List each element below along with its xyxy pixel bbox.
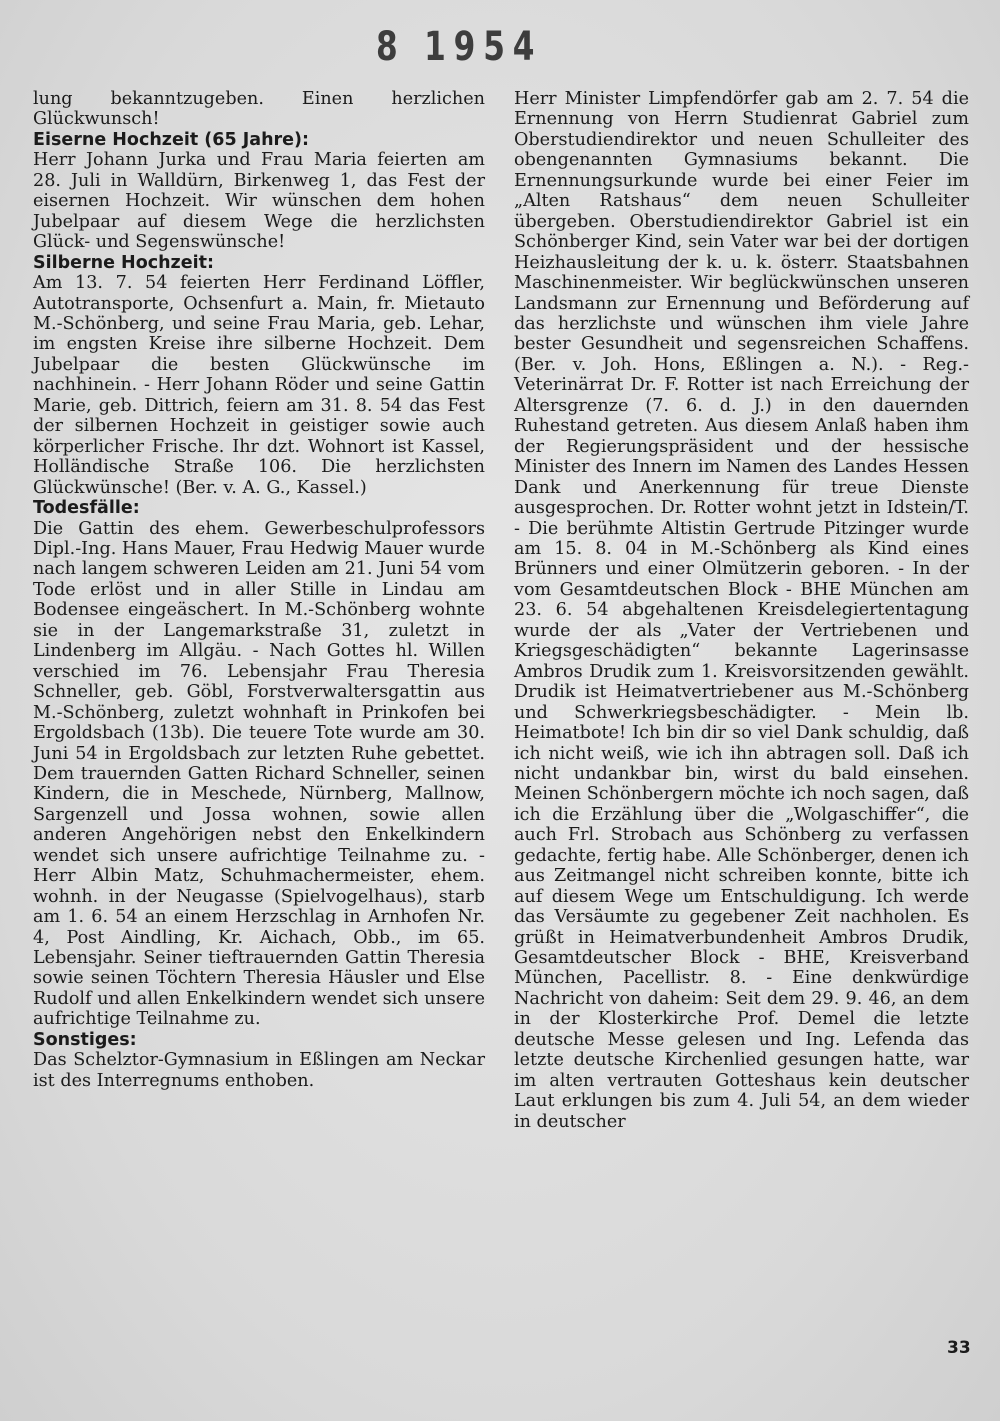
section-heading-eiserne-hochzeit: Eiserne Hochzeit (65 Jahre): (33, 129, 310, 150)
left-column (33, 89, 485, 1091)
section-paragraph: Am 13. 7. 54 feierten Herr Ferdinand Löffler, Autotransporte, Ochsenfurt a. Main, fr. Mietauto M.-Schönberg, und seine Frau Maria, geb. Lehar, im engsten Kreise ihre silberne Hochzeit. Dem Jubelpaar die besten Glückwünsche im nachhinein. - Herr Johann Röder und seine Gattin Marie, geb. Dittrich, feiern am 31. 8. 54 das Fest der silbernen Hochzeit in geistiger sowie auch körperlicher Frische. Ihr dzt. Wohnort ist Kassel, Holländische Straße 106. Die herzlichsten Glückwünsche! (Ber. v. A. G., Kassel.) (33, 273, 485, 498)
page-number: 33 (947, 1338, 971, 1358)
section-paragraph: Herr Johann Jurka und Frau Maria feierten am 28. Juli in Walldürn, Birkenweg 1, das Fest der eisernen Hochzeit. Wir wünschen dem hohen Jubelpaar auf diesem Wege die herzlichsten Glück- und Segenswünsche! (33, 150, 485, 253)
issue-stamp: 8 1954 (376, 24, 543, 70)
section-paragraph: Das Schelztor-Gymnasium in Eßlingen am Neckar ist des Interregnums enthoben. (33, 1050, 485, 1091)
section-paragraph: Die Gattin des ehem. Gewerbeschulprofessors Dipl.-Ing. Hans Mauer, Frau Hedwig Mauer wurde nach langem schweren Leiden am 21. Juni 54 vom Tode erlöst und in aller Stille in Lindau am Bodensee eingeäschert. In M.-Schönberg wohnte sie in der Langemarkstraße 31, zuletzt in Lindenberg im Allgäu. - Nach Gottes hl. Willen verschied im 76. Lebensjahr Frau Theresia Schneller, geb. Göbl, Forstverwaltersgattin aus M.-Schönberg, zuletzt wohnhaft in Prinkofen bei Ergoldsbach (13b). Die teuere Tote wurde am 30. Juni 54 in Ergoldsbach zur letzten Ruhe gebettet. Dem trauernden Gatten Richard Schneller, seinen Kindern, die in Meschede, Nürnberg, Mallnow, Sargenzell und Jossa wohnen, sowie allen anderen Angehörigen nebst den Enkelkindern wendet sich unsere aufrichtige Teilnahme zu. - Herr Albin Matz, Schuhmachermeister, ehem. wohnh. in der Neugasse (Spielvogelhaus), starb am 1. 6. 54 an einem Herzschlag in Arnhofen Nr. 4, Post Aindling, Kr. Aichach, Obb., im 65. Lebensjahr. Seiner tieftrauernden Gattin Theresia sowie seinen Töchtern Theresia Häusler und Else Rudolf und allen Enkelkindern wendet sich unsere aufrichtige Teilnahme zu. (33, 518, 485, 1030)
right-column (514, 89, 969, 1132)
section-heading-todesfaelle: Todesfälle: (33, 498, 140, 519)
right-column-text: Herr Minister Limpfendörfer gab am 2. 7. 54 die Ernennung von Herrn Studienrat Gabriel zum Oberstudiendirektor und neuen Schulleiter des obengenannten Gymnasiums bekannt. Die Ernennungsurkunde wurde bei einer Feier im „Alten Ratshaus“ dem neuen Schulleiter übergeben. Oberstudiendirektor Gabriel ist ein Schönberger Kind, sein Vater war bei der dortigen Heizhausleitung der k. u. k. österr. Staatsbahnen Maschinenmeister. Wir beglückwünschen unseren Landsmann zur Ernennung und Beförderung auf das herzlichste und wünschen ihm viele Jahre bester Gesundheit und segensreichen Schaffens. (Ber. v. Joh. Hons, Eßlingen a. N.). - Reg.-Veterinärrat Dr. F. Rotter ist nach Erreichung der Altersgrenze (7. 6. d. J.) in den dauernden Ruhestand getreten. Aus diesem Anlaß haben ihm der Regierungspräsident und der hessische Minister des Innern im Namen des Landes Hessen Dank und Anerkennung für treue Dienste ausgesprochen. Dr. Rotter wohnt jetzt in Idstein/T. - Die berühmte Altistin Gertrude Pitzinger wurde am 15. 8. 04 in M.-Schönberg als Kind eines Brünners und einer Olmützerin geboren. - In der vom Gesamtdeutschen Block - BHE München am 23. 6. 54 abgehaltenen Kreisdelegiertentagung wurde der als „Vater der Vertriebenen und Kriegsgeschädigten“ bekannte Lagerinsasse Ambros Drudik zum 1. Kreisvorsitzenden gewählt. Drudik ist Heimatvertriebener aus M.-Schönberg und Schwerkriegsbeschädigter. - Mein lb. Heimatbote! Ich bin dir so viel Dank schuldig, daß ich nicht weiß, wie ich ihn abtragen soll. Daß ich nicht undankbar bin, wirst du bald einsehen. Meinen Schönbergern möchte ich noch sagen, daß ich die Erzählung über die „Wolgaschiffer“, die auch Frl. Strobach aus Schönberg zu verfassen gedachte, fertig habe. Alle Schönberger, denen ich aus Zeitmangel nicht schreiben konnte, bitte ich auf diesem Wege um Entschuldigung. Ich werde das Versäumte zu gegebener Zeit nachholen. Es grüßt in Heimatverbundenheit Ambros Drudik, Gesamtdeutscher Block - BHE, Kreisverband München, Pacellistr. 8. - Eine denkwürdige Nachricht von daheim: Seit dem 29. 9. 46, an dem in der Klosterkirche Prof. Demel die letzte deutsche Messe gelesen und Ing. Lefenda das letzte deutsche Kirchenlied gesungen hatte, war im alten vertrauten Gotteshaus kein deutscher Laut erklungen bis zum 4. Juli 54, an dem wieder in deutscher (514, 89, 969, 1132)
intro-paragraph: lung bekanntzugeben. Einen herzlichen Glückwunsch! (33, 89, 485, 130)
section-heading-sonstiges: Sonstiges: (33, 1029, 137, 1050)
section-heading-silberne-hochzeit: Silberne Hochzeit: (33, 252, 214, 273)
